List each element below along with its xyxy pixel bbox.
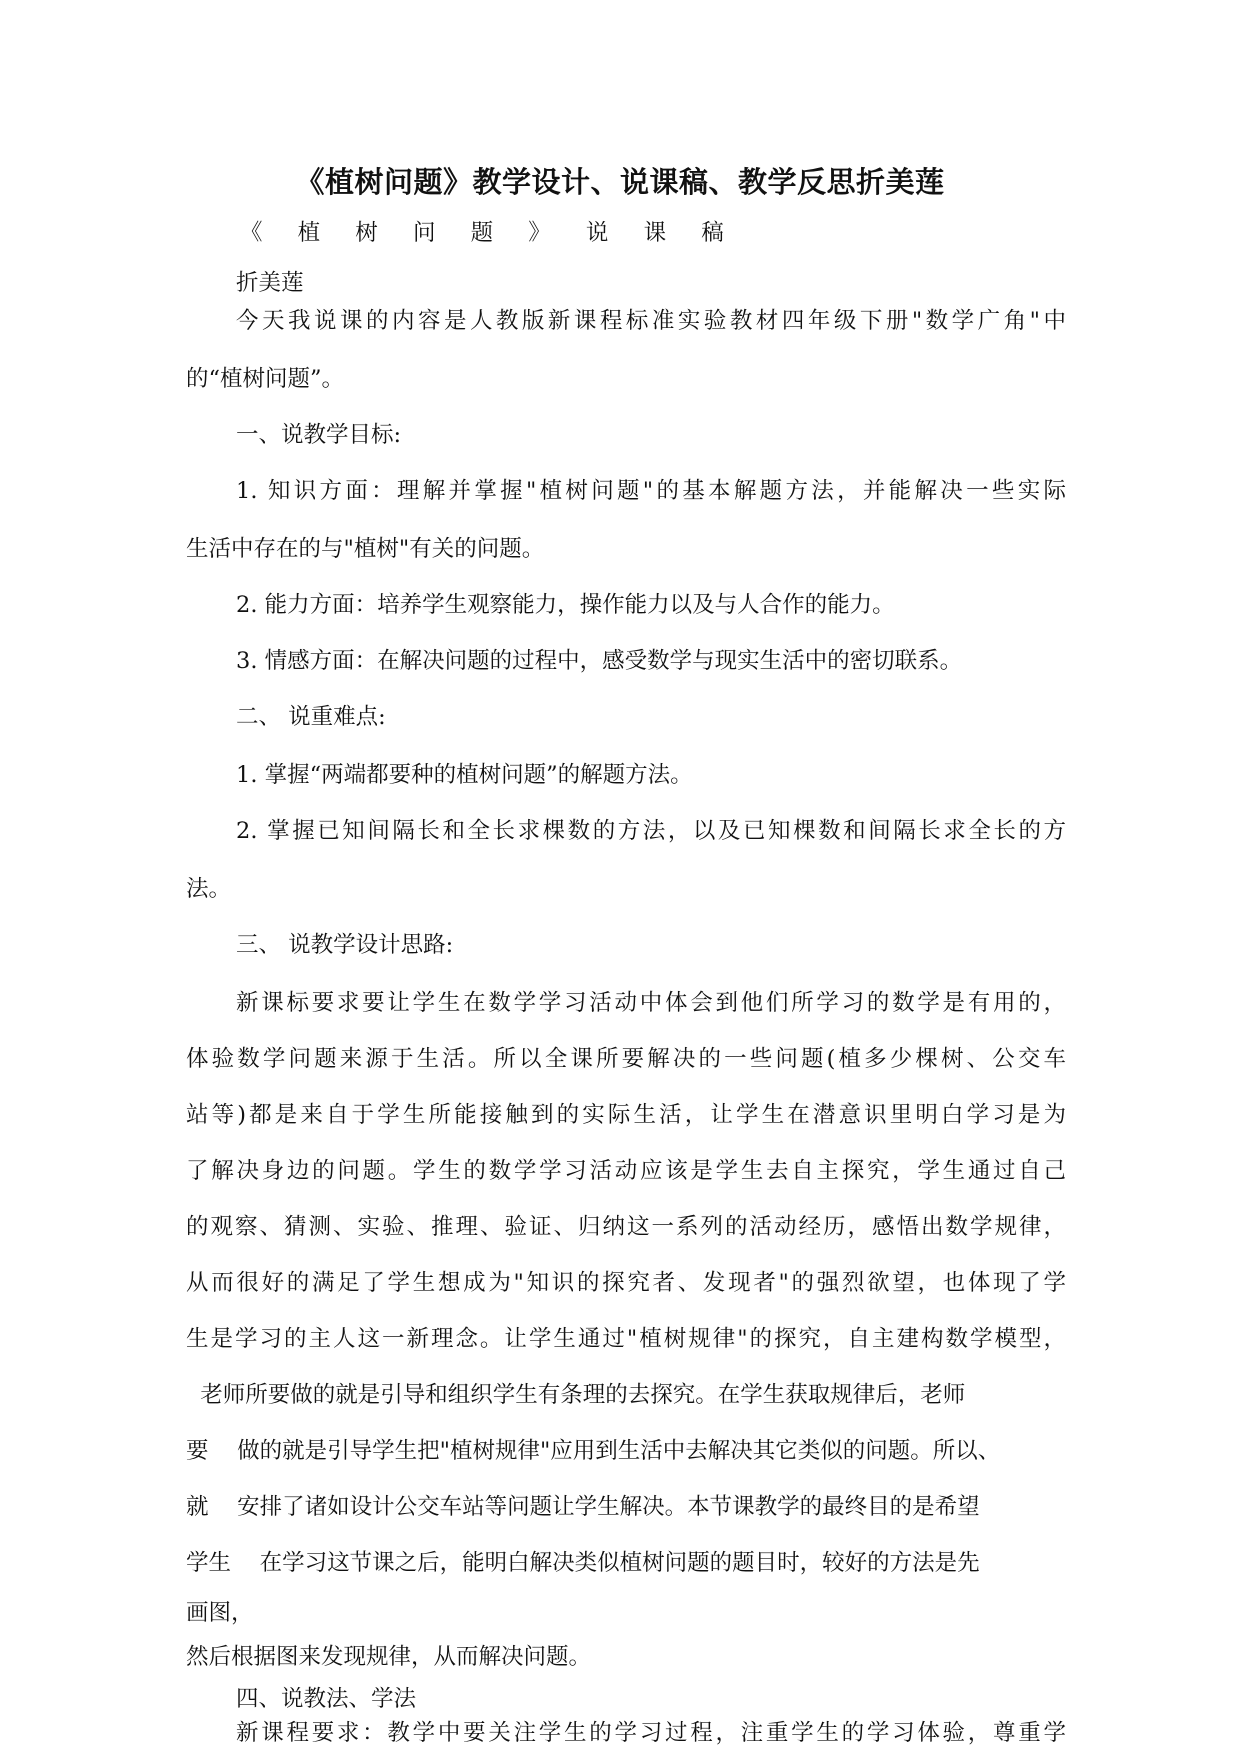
document-title: 《植树问题》教学设计、说课稿、教学反思折美莲 <box>295 165 945 199</box>
section-heading-key-points: 二、 说重难点: <box>236 704 386 730</box>
intro-line: 今天我说课的内容是人教版新课程标准实验教材四年级下册"数学广角"中 <box>236 308 1066 334</box>
intro-line: 的“植树问题”。 <box>186 366 345 392</box>
subtitle: 《 植 树 问 题 》 说 课 稿 <box>240 220 738 246</box>
paragraph-line: 生是学习的主人这一新理念。让学生通过"植树规律"的探究，自主建构数学模型， <box>186 1326 1066 1352</box>
key-point-item: 1. 掌握“两端都要种的植树问题”的解题方法。 <box>236 762 693 788</box>
paragraph-line: 学生 在学习这节课之后，能明白解决类似植树问题的题目时，较好的方法是先 <box>186 1550 980 1576</box>
paragraph-line: 体验数学问题来源于生活。所以全课所要解决的一些问题(植多少棵树、公交车 <box>186 1046 1066 1072</box>
objective-item: 3. 情感方面：在解决问题的过程中，感受数学与现实生活中的密切联系。 <box>236 648 963 674</box>
paragraph-line: 了解决身边的问题。学生的数学学习活动应该是学生去自主探究，学生通过自己 <box>186 1158 1066 1184</box>
paragraph-line: 新课标要求要让学生在数学学习活动中体会到他们所学习的数学是有用的， <box>236 990 1066 1016</box>
paragraph-line: 站等)都是来自于学生所能接触到的实际生活，让学生在潜意识里明白学习是为 <box>186 1102 1066 1128</box>
objective-item: 2. 能力方面：培养学生观察能力，操作能力以及与人合作的能力。 <box>236 592 895 618</box>
section-heading-design: 三、 说教学设计思路: <box>236 932 454 958</box>
paragraph-line: 就 安排了诸如设计公交车站等问题让学生解决。本节课教学的最终目的是希望 <box>186 1494 980 1520</box>
paragraph-line: 新课程要求：教学中要关注学生的学习过程，注重学生的学习体验，尊重学 <box>236 1720 1066 1746</box>
objective-item: 1. 知识方面：理解并掌握"植树问题"的基本解题方法，并能解决一些实际 <box>236 478 1066 504</box>
section-heading-objectives: 一、说教学目标: <box>236 422 402 448</box>
paragraph-line: 从而很好的满足了学生想成为"知识的探究者、发现者"的强烈欲望，也体现了学 <box>186 1270 1066 1296</box>
paragraph-line: 老师所要做的就是引导和组织学生有条理的去探究。在学生获取规律后，老师 <box>186 1382 966 1408</box>
section-heading-methods: 四、说教法、学法 <box>236 1686 417 1712</box>
key-point-item-continued: 法。 <box>186 876 232 902</box>
paragraph-line: 画图， <box>186 1600 254 1626</box>
paragraph-line: 要 做的就是引导学生把"植树规律"应用到生活中去解决其它类似的问题。所以、 <box>186 1438 1001 1464</box>
paragraph-line: 然后根据图来发现规律，从而解决问题。 <box>186 1644 592 1670</box>
objective-item-continued: 生活中存在的与"植树"有关的问题。 <box>186 536 545 562</box>
key-point-item: 2. 掌握已知间隔长和全长求棵数的方法，以及已知棵数和间隔长求全长的方 <box>236 818 1066 844</box>
paragraph-line: 的观察、猜测、实验、推理、验证、归纳这一系列的活动经历，感悟出数学规律， <box>186 1214 1066 1240</box>
author: 折美莲 <box>236 270 304 296</box>
